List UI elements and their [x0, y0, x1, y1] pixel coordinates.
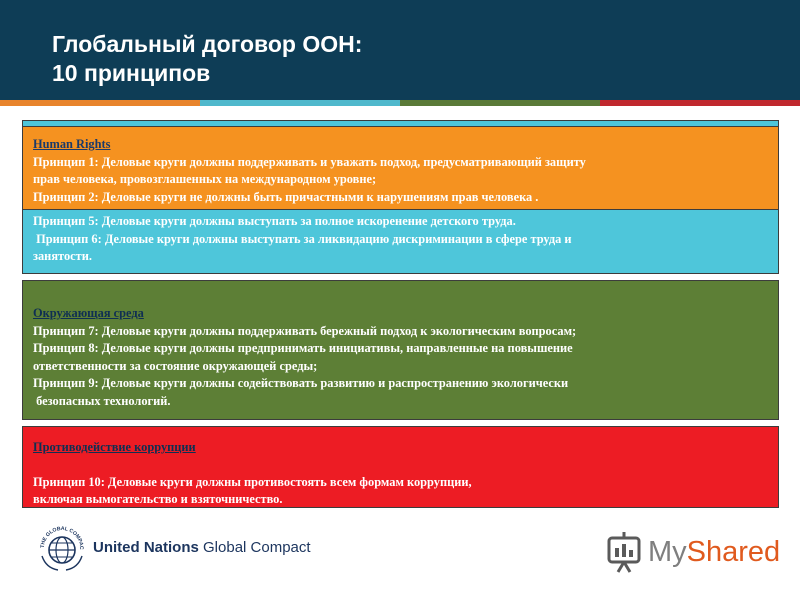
slide-title-line-1: Глобальный договор ООН:	[52, 31, 363, 57]
color-stripe-red	[600, 100, 800, 106]
environment-line: ответственности за состояние окружающей среды;	[33, 358, 318, 373]
presentation-screen-icon	[609, 532, 639, 572]
environment-line: Принцип 7: Деловые круги должны поддерживать бережный подход к экологическим вопросам;	[33, 323, 577, 338]
un-global-compact-wordmark	[93, 539, 311, 556]
environment-heading[interactable]: Окружающая среда	[33, 306, 144, 320]
human-rights-line: Принцип 2: Деловые круги не должны быть причастными к нарушениям прав человека .	[33, 189, 539, 204]
un-global-compact-logo	[36, 522, 88, 574]
un-regular-text: Global Compact	[198, 539, 311, 556]
spacer	[33, 457, 768, 474]
anticorruption-panel	[22, 426, 779, 508]
color-stripe-green	[400, 100, 600, 106]
environment-line: безопасных технологий.	[33, 393, 171, 408]
logo-ring-text: THE GLOBAL COMPAC	[39, 525, 85, 550]
human-rights-line: прав человека, провозглашенных на международном уровне;	[33, 172, 377, 186]
human-rights-panel	[22, 126, 779, 210]
color-stripe-orange	[0, 100, 200, 106]
myshared-shared: Shared	[686, 536, 781, 568]
anticorruption-line: включая вымогательство и взяточничество.	[33, 492, 283, 506]
slide-title	[52, 30, 362, 88]
environment-line: Принцип 8: Деловые круги должны предпринимать инициативы, направленные на повышение	[33, 341, 573, 355]
human-rights-heading[interactable]: Human Rights	[33, 137, 111, 151]
myshared-my: My	[648, 536, 687, 568]
slide-title-line-2: 10 принципов	[52, 60, 211, 86]
labour-line: Принцип 5: Деловые круги должны выступать за полное искоренение детского труда.	[33, 214, 516, 228]
labour-line: Принцип 6: Деловые круги должны выступать за ликвидацию дискриминации в сфере труда и	[33, 231, 572, 246]
environment-line: Принцип 9: Деловые круги должны содействовать развитию и распространению экологически	[33, 376, 569, 390]
svg-text:THE GLOBAL COMPACT	[36, 522, 84, 550]
labour-line: занятости.	[33, 249, 92, 263]
environment-panel	[22, 280, 779, 420]
human-rights-line: Принцип 1: Деловые круги должны поддерживать и уважать подход, предусматривающий защиту	[33, 154, 586, 169]
myshared-wordmark	[648, 535, 780, 569]
anticorruption-line: Принцип 10: Деловые круги должны противостоять всем формам коррупции,	[33, 474, 472, 489]
color-stripe-blue	[200, 100, 400, 106]
anticorruption-heading[interactable]: Противодействие коррупции	[33, 440, 196, 454]
un-bold-text: United Nations	[93, 539, 199, 556]
slide-header	[0, 0, 800, 100]
